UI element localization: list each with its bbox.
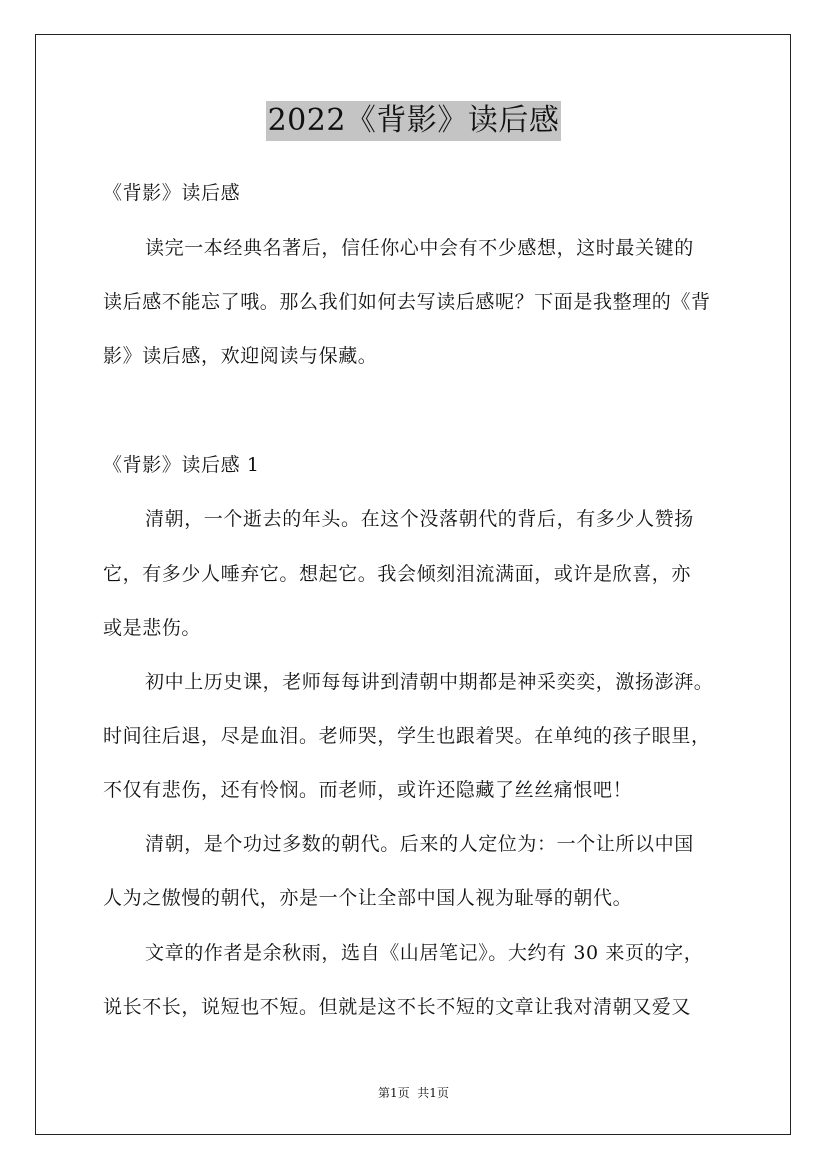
intro-line-1: 读完一本经典名著后，信任你心中会有不少感想，这时最关键的 [145, 237, 694, 259]
paragraph-2-line-2: 时间往后退，尽是血泪。老师哭，学生也跟着哭。在单纯的孩子眼里， [103, 725, 711, 747]
paragraph-1-line-1: 清朝，一个逝去的年头。在这个没落朝代的背后，有多少人赞扬 [145, 508, 694, 530]
paragraph-3-line-2: 人为之傲慢的朝代，亦是一个让全部中国人视为耻辱的朝代。 [103, 887, 633, 909]
document-subtitle: 《背影》读后感 [103, 182, 241, 204]
intro-line-3: 影》读后感，欢迎阅读与保藏。 [103, 345, 378, 367]
page-footer: 第1页 共1页 [378, 1086, 449, 1100]
paragraph-1-line-2: 它，有多少人唾弃它。想起它。我会倾刻泪流满面，或许是欣喜，亦 [103, 563, 692, 585]
intro-line-2: 读后感不能忘了哦。那么我们如何去写读后感呢？下面是我整理的《背 [103, 291, 711, 313]
title-container [0, 101, 827, 141]
section-heading: 《背影》读后感 1 [103, 454, 260, 476]
paragraph-1-line-3: 或是悲伤。 [103, 617, 202, 639]
paragraph-2-line-3: 不仅有悲伤，还有怜悯。而老师，或许还隐藏了丝丝痛恨吧！ [103, 779, 633, 801]
document-title: 2022《背影》读后感 [266, 101, 562, 141]
paragraph-4-line-1: 文章的作者是余秋雨，选自《山居笔记》。大约有 30 来页的字， [145, 942, 704, 964]
paragraph-4-line-2: 说长不长，说短也不短。但就是这不长不短的文章让我对清朝又爱又 [103, 996, 692, 1018]
paragraph-3-line-1: 清朝，是个功过多数的朝代。后来的人定位为：一个让所以中国 [145, 833, 694, 855]
paragraph-2-line-1: 初中上历史课，老师每每讲到清朝中期都是神采奕奕，激扬澎湃。 [145, 671, 714, 693]
